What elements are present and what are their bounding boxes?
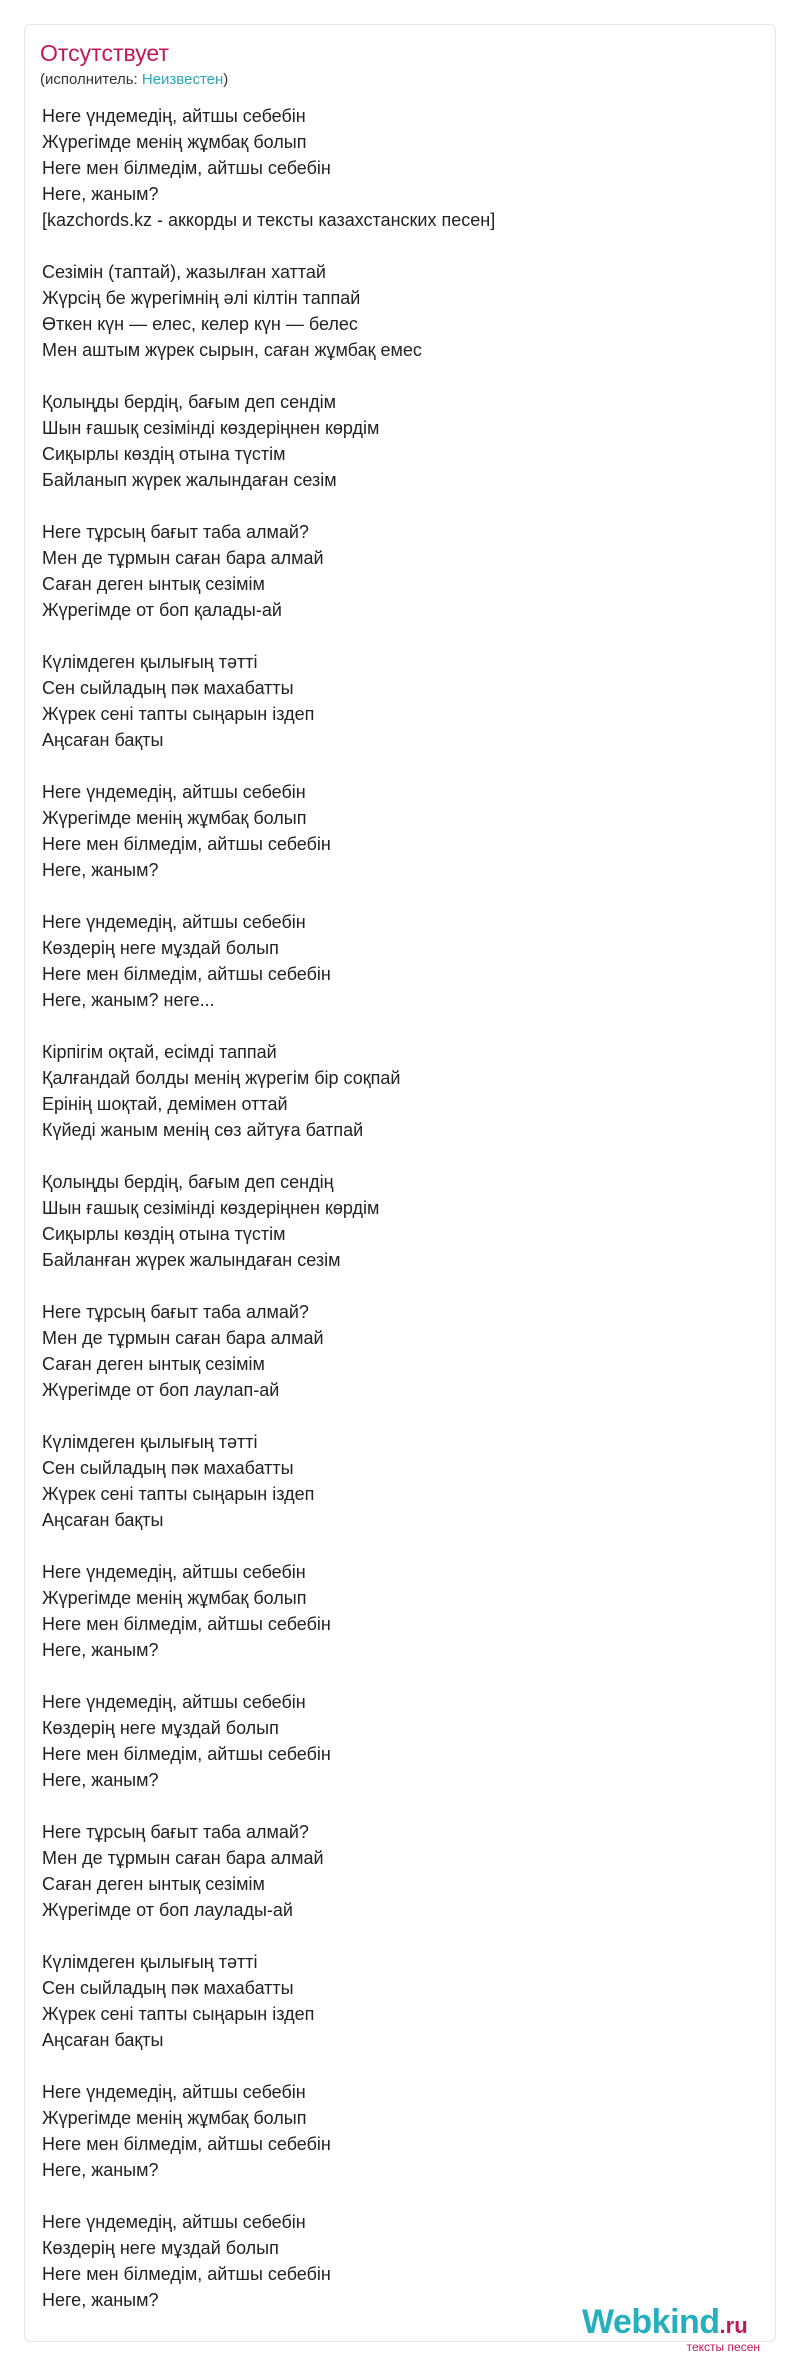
lyrics-stanza [42,1819,762,1923]
lyrics-line: Жүрегімде от боп лаулап-ай [42,1380,280,1400]
lyrics-line: Саған деген ынтық сезімім [42,574,265,594]
lyrics-line: Неге үндемедің, айтшы себебін [42,106,306,126]
lyrics-line: Жүрегімде менің жұмбақ болып [42,2108,307,2128]
lyrics-line: Ерінің шоқтай, демімен оттай [42,1094,288,1114]
lyrics-line: Сезімін (таптай), жазылған хаттай [42,262,326,282]
logo-tld-text: .ru [719,2313,748,2338]
lyrics-line: Мен де тұрмын саған бара алмай [42,548,324,568]
lyrics-line: Неге мен білмедім, айтшы себебін [42,834,331,854]
lyrics-line: Көздерің неге мұздай болып [42,1718,279,1738]
lyrics-line: Мен де тұрмын саған бара алмай [42,1848,324,1868]
lyrics-line: Жүрек сені тапты сыңарын іздеп [42,704,315,724]
lyrics-line: Неге, жаным? [42,184,159,204]
lyrics-stanza [42,1429,762,1533]
lyrics-stanza [42,2079,762,2183]
lyrics-stanza [42,519,762,623]
lyrics-stanza [42,1169,762,1273]
performer-prefix: (исполнитель: [40,71,142,88]
lyrics-line: Мен аштым жүрек сырын, саған жұмбақ емес [42,340,422,360]
lyrics-line: Неге мен білмедім, айтшы себебін [42,2134,331,2154]
lyrics-line: Неге тұрсың бағыт таба алмай? [42,522,309,542]
lyrics-line: Жүрек сені тапты сыңарын іздеп [42,1484,315,1504]
lyrics-line: Шын ғашық сезімінді көздеріңнен көрдім [42,418,380,438]
lyrics-stanza [42,1039,762,1143]
lyrics-line: Неге үндемедің, айтшы себебін [42,2082,306,2102]
lyrics-line: Неге тұрсың бағыт таба алмай? [42,1302,309,1322]
lyrics-line: Неге үндемедің, айтшы себебін [42,912,306,932]
lyrics-line: Неге, жаным? [42,2290,159,2310]
lyrics-line: Неге үндемедің, айтшы себебін [42,1692,306,1712]
lyrics-body [42,103,762,2339]
lyrics-line: Күйеді жаным менің сөз айтуға батпай [42,1120,364,1140]
lyrics-line: Шын ғашық сезімінді көздеріңнен көрдім [42,1198,380,1218]
lyrics-line: Күлімдеген қылығың тәтті [42,1952,258,1972]
lyrics-line: Неге үндемедің, айтшы себебін [42,2212,306,2232]
performer-link[interactable]: Неизвестен [141,71,224,88]
lyrics-line: Жүрегімде менің жұмбақ болып [42,132,307,152]
lyrics-stanza [42,779,762,883]
lyrics-stanza [42,909,762,1013]
lyrics-line: Байланған жүрек жалындаған сезім [42,1250,341,1270]
lyrics-line: Жүрегімде от боп лаулады-ай [42,1900,293,1920]
webkind-logo[interactable] [582,2302,782,2358]
lyrics-line: Неге мен білмедім, айтшы себебін [42,964,331,984]
lyrics-line: Сен сыйладың пәк махабатты [42,678,294,698]
lyrics-stanza [42,1689,762,1793]
song-title: Отсутствует [40,40,169,66]
performer-line [40,70,228,90]
lyrics-stanza [42,1949,762,2053]
lyrics-line: Өткен күн — елес, келер күн — белес [42,314,358,334]
lyrics-line: Неге үндемедің, айтшы себебін [42,1562,306,1582]
lyrics-line: Көздерің неге мұздай болып [42,2238,279,2258]
lyrics-stanza [42,389,762,493]
lyrics-line: Күлімдеген қылығың тәтті [42,652,258,672]
lyrics-line: [kazchords.kz - аккорды и тексты казахстанских песен] [42,210,496,230]
lyrics-line: Кірпігім оқтай, есімді таппай [42,1042,277,1062]
lyrics-line: Байланып жүрек жалындаған сезім [42,470,337,490]
logo-web-text: Webkind [582,2303,720,2341]
lyrics-stanza [42,649,762,753]
lyrics-line: Неге, жаным? [42,1770,159,1790]
lyrics-stanza [42,103,762,233]
lyrics-line: Жүрсің бе жүрегімнің әлі кілтін таппай [42,288,361,308]
lyrics-line: Сен сыйладың пәк махабатты [42,1978,294,1998]
lyrics-stanza [42,1559,762,1663]
lyrics-line: Сен сыйладың пәк махабатты [42,1458,294,1478]
performer-suffix: ) [223,71,229,88]
lyrics-stanza [42,259,762,363]
lyrics-line: Неге, жаным? неге... [42,990,215,1010]
lyrics-line: Күлімдеген қылығың тәтті [42,1432,258,1452]
lyrics-line: Саған деген ынтық сезімім [42,1354,265,1374]
lyrics-stanza [42,2209,762,2313]
lyrics-line: Аңсаған бақты [42,1510,164,1530]
lyrics-line: Мен де тұрмын саған бара алмай [42,1328,324,1348]
lyrics-line: Сиқырлы көздің отына түстім [42,444,286,464]
lyrics-line: Аңсаған бақты [42,2030,164,2050]
lyrics-line: Жүрегімде менің жұмбақ болып [42,808,307,828]
logo-tagline: тексты песен [686,2340,760,2354]
lyrics-line: Неге мен білмедім, айтшы себебін [42,1614,331,1634]
lyrics-line: Неге, жаным? [42,1640,159,1660]
lyrics-line: Неге мен білмедім, айтшы себебін [42,2264,331,2284]
lyrics-line: Неге, жаным? [42,2160,159,2180]
lyrics-line: Аңсаған бақты [42,730,164,750]
lyrics-line: Неге тұрсың бағыт таба алмай? [42,1822,309,1842]
lyrics-line: Неге, жаным? [42,860,159,880]
lyrics-line: Көздерің неге мұздай болып [42,938,279,958]
lyrics-line: Жүрегімде менің жұмбақ болып [42,1588,307,1608]
lyrics-line: Неге мен білмедім, айтшы себебін [42,158,331,178]
lyrics-line: Қолыңды бердің, бағым деп сендің [42,1172,334,1192]
lyrics-line: Қолыңды бердің, бағым деп сендім [42,392,336,412]
lyrics-line: Жүрек сені тапты сыңарын іздеп [42,2004,315,2024]
lyrics-line: Қалғандай болды менің жүрегім бір соқпай [42,1068,401,1088]
lyrics-line: Жүрегімде от боп қалады-ай [42,600,282,620]
lyrics-line: Неге үндемедің, айтшы себебін [42,782,306,802]
lyrics-line: Неге мен білмедім, айтшы себебін [42,1744,331,1764]
lyrics-line: Саған деген ынтық сезімім [42,1874,265,1894]
lyrics-stanza [42,1299,762,1403]
lyrics-line: Сиқырлы көздің отына түстім [42,1224,286,1244]
